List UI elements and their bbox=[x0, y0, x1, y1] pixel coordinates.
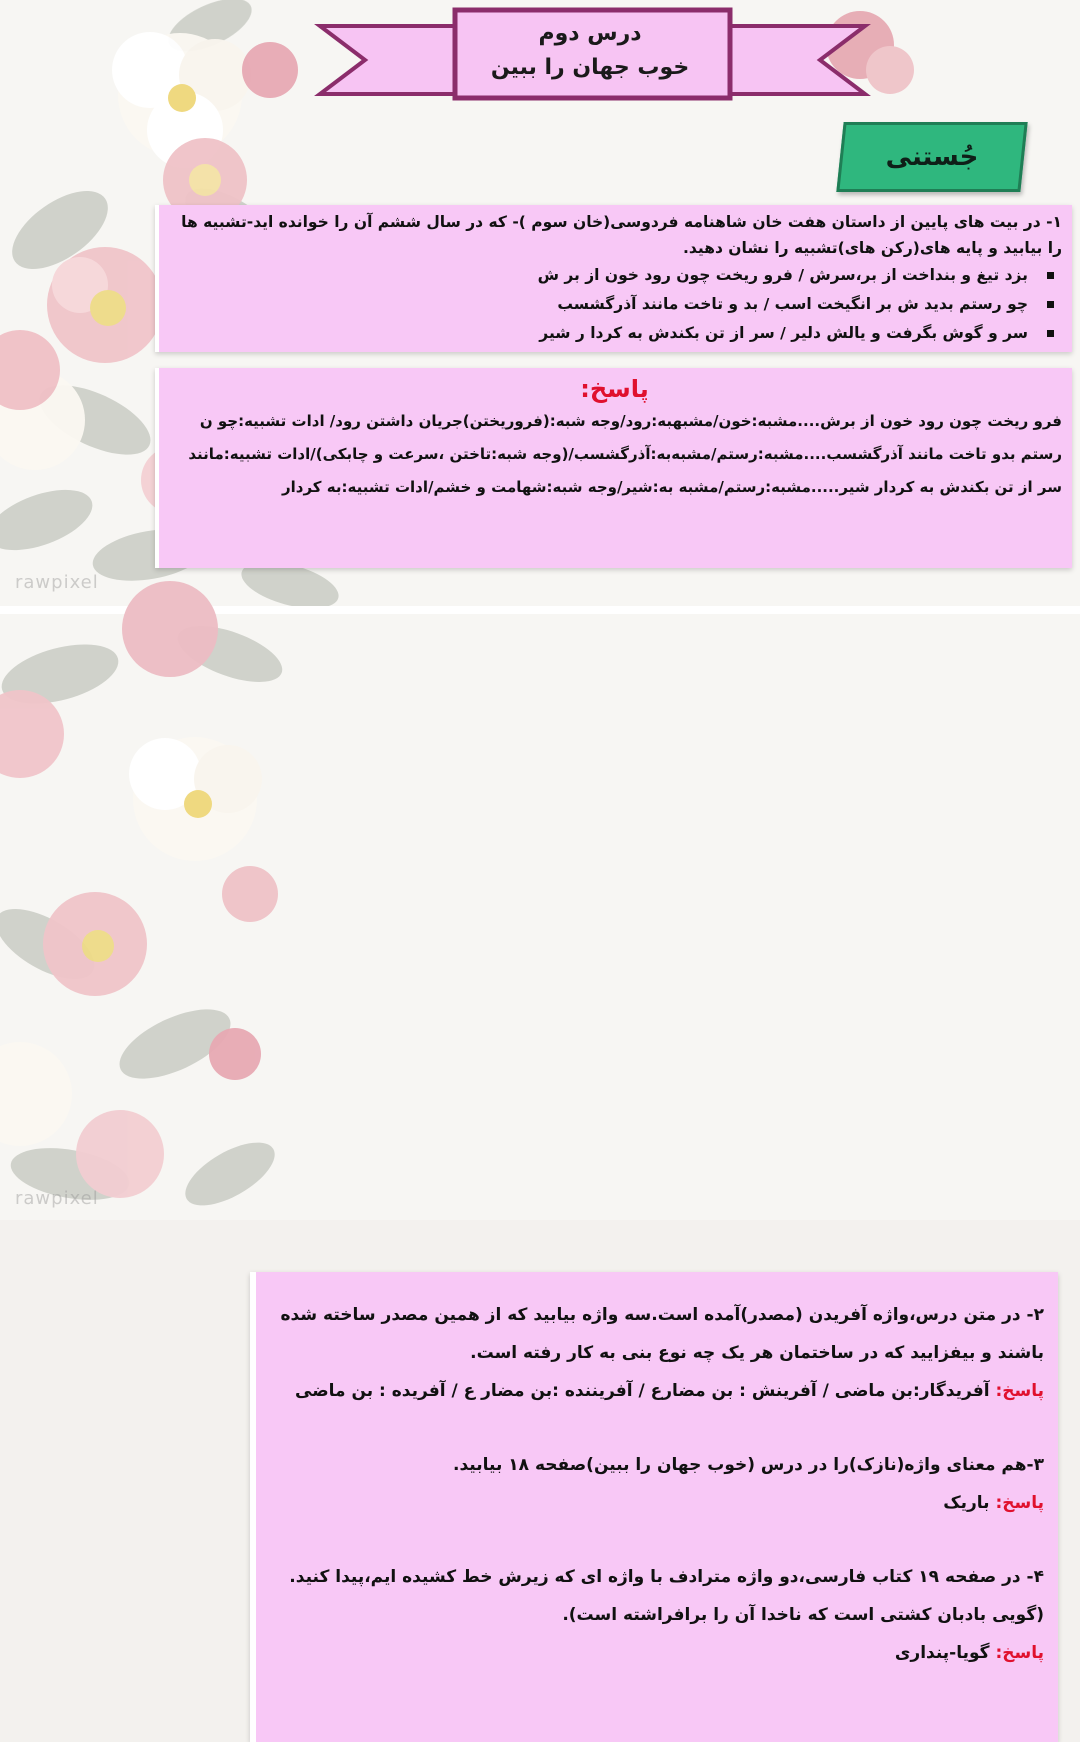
slide-1 bbox=[0, 0, 1080, 606]
answer-label: پاسخ: bbox=[995, 1381, 1044, 1401]
questions-box bbox=[250, 1272, 1058, 1742]
verse-list bbox=[167, 261, 1062, 348]
verse-item: چو رستم بدید ش بر انگیخت اسب / بد و تاخت مانند آذرگشسب bbox=[167, 290, 1040, 319]
question-1-text: ۱- در بیت های پایین از داستان هفت خان شاهنامه فردوسی(خان سوم )- که در سال ششم آن را خوانده اید-تشبیه ها را بیابید و پایه های(رکن های)تشبیه را نشان دهید. bbox=[181, 213, 1062, 257]
answer-line: فرو ریخت چون رود خون از برش....مشبه:خون/مشبهبه:رود/وجه شبه:(فروریختن)جریان داشتن رود/ ادات تشبیه:چو ن bbox=[199, 412, 1062, 430]
answer-title: پاسخ: bbox=[580, 375, 649, 403]
question-4-quote: (گویی بادبان کشتی است که ناخدا آن را برافراشته است). bbox=[562, 1605, 1044, 1625]
verse-item: سر و گوش بگرفت و یالش دلیر / سر از تن بکندش به کردا ر شیر bbox=[167, 319, 1040, 348]
question-4-answer bbox=[266, 1634, 1044, 1672]
section-tag-label: جُستنی bbox=[885, 142, 979, 172]
answer-label: پاسخ: bbox=[995, 1493, 1044, 1513]
answer-text: گویا-پنداری bbox=[894, 1643, 996, 1663]
question-1-box bbox=[155, 205, 1072, 352]
verse-item: بزد تیغ و بنداخت از بر،سرش / فرو ریخت چون رود خون از بر ش bbox=[167, 261, 1040, 290]
answer-text: باریک bbox=[943, 1493, 996, 1513]
question-2-answer bbox=[266, 1372, 1044, 1410]
answer-line: سر از تن بکندش به کردار شیر.....مشبه:رستم/مشبه به:شیر/وجه شبه:شهامت و خشم/ادات تشبیه:به کردار bbox=[282, 478, 1062, 496]
floral-background-illustration bbox=[0, 614, 1080, 1220]
answer-line: رستم بدو تاخت مانند آذرگشسب....مشبه:رستم/مشبه‌به:آذرگشسب/(وجه شبه:تاختن ،سرعت و چابکی)/ادات تشبیه:مانند bbox=[188, 445, 1062, 463]
lesson-title bbox=[455, 12, 725, 90]
answer-text: آفریدگار:بن ماضی / آفرینش : بن مضارع / آفریننده :بن مضار ع / آفریده : بن ماضی bbox=[295, 1381, 996, 1401]
lesson-name: خوب جهان را ببین bbox=[490, 55, 690, 80]
lesson-number: درس دوم bbox=[538, 21, 642, 46]
watermark: rawpixel bbox=[15, 1188, 99, 1209]
slide-2 bbox=[0, 614, 1080, 1663]
question-3-text: ۳-هم معنای واژه(نازک)را در درس (خوب جهان را ببین)صفحه ۱۸ بیابید. bbox=[453, 1455, 1044, 1475]
question-2-text: ۲- در متن درس،واژه آفریدن (مصدر)آمده است.سه واژه بیابید که از همین مصدر ساخته شده باشند و بیفزایید که در ساختمان هر یک چه نوع بنی به کار رفته است. bbox=[280, 1305, 1044, 1363]
watermark: rawpixel bbox=[15, 572, 99, 593]
answer-label: پاسخ: bbox=[995, 1643, 1044, 1663]
question-3-answer bbox=[266, 1484, 1044, 1522]
answer-1-box bbox=[155, 368, 1072, 568]
question-4-text: ۴- در صفحه ۱۹ کتاب فارسی،دو واژه مترادف با واژه ای که زیرش خط کشیده ایم،پیدا کنید. bbox=[289, 1567, 1044, 1587]
